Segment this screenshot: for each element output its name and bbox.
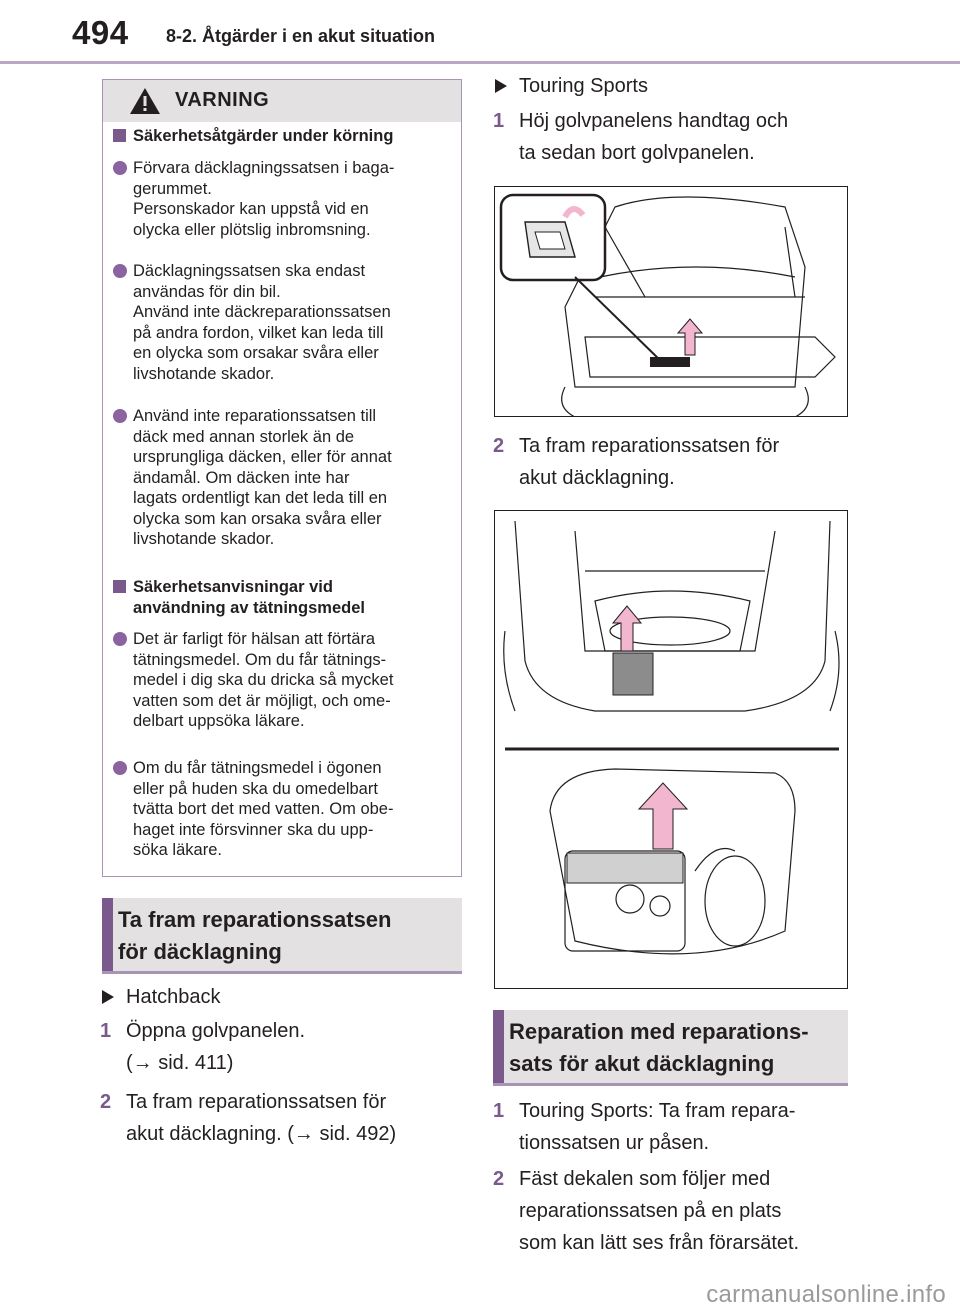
- warning-bullet: Förvara däcklagningssatsen i baga- gerummet. Personskador kan uppstå vid en olycka eller plötslig inbromsning.: [113, 158, 453, 240]
- triangle-right-icon: [102, 990, 114, 1004]
- header-rule: [0, 61, 960, 64]
- section-heading-retrieve-kit: Ta fram reparationssatsen för däcklagning: [102, 898, 462, 974]
- car-trunk-illustration: [495, 187, 848, 417]
- step-item: 1 Höj golvpanelens handtag och ta sedan bort golvpanelen.: [493, 110, 789, 164]
- figure-repair-kit: [494, 510, 848, 989]
- page-header: [0, 0, 960, 64]
- step-item: 2 Fäst dekalen som följer med reparationssatsen på en plats som kan lätt ses från förarsätet.: [493, 1168, 800, 1254]
- warning-bullet: Om du får tätningsmedel i ögonen eller på huden ska du omedelbart tvätta bort det med vatten. Om obe- haget inte försvinner ska du upp- söka läkare.: [113, 758, 453, 861]
- figure-floor-panel: [494, 186, 848, 417]
- subhead-touring-sports: Touring Sports: [495, 74, 648, 98]
- warning-heading: Säkerhetsåtgärder under körning: [113, 126, 453, 147]
- warning-icon: [129, 86, 161, 116]
- section-title: 8-2. Åtgärder i en akut situation: [166, 26, 436, 46]
- warning-title: VARNING: [175, 89, 270, 111]
- triangle-right-icon: [495, 79, 507, 93]
- repair-kit-illustration: [495, 511, 848, 989]
- warning-box: [102, 79, 462, 877]
- section-heading-repair: Reparation med reparations- sats för akut däcklagning: [493, 1010, 848, 1086]
- warning-bullet: Det är farligt för hälsan att förtära tätningsmedel. Om du får tätnings- medel i dig ska du dricka så mycket vatten som det är möjligt, och ome- delbart uppsöka läkare.: [113, 629, 453, 732]
- step-item: 2 Ta fram reparationssatsen för akut däcklagning.: [493, 435, 780, 489]
- warning-bullet: Däcklagningssatsen ska endast användas för din bil. Använd inte däckreparationssatsen på andra fordon, vilket kan leda till en olycka som orsakar svåra eller livshotande skador.: [113, 261, 453, 384]
- step-item: 2 Ta fram reparationssatsen för akut däcklagning. (→ sid. 492): [100, 1091, 397, 1145]
- arrow-up-icon: [639, 783, 687, 849]
- page-number: 494: [72, 14, 129, 51]
- warning-bullet: Använd inte reparationssatsen till däck med annan storlek än de ursprungliga däcken, eller för annat ändamål. Om däcken inte har lagats ordentligt kan det leda till en olycka som kan orsaka svåra eller livshotande skador.: [113, 406, 453, 550]
- step-item: 1 Touring Sports: Ta fram repara- tionssatsen ur påsen.: [493, 1100, 796, 1154]
- watermark: carmanualsonline.info: [706, 1281, 946, 1308]
- warning-heading: Säkerhetsanvisningar vid användning av tätningsmedel: [113, 577, 453, 618]
- arrow-up-icon: [613, 606, 641, 651]
- warning-header: [103, 80, 461, 122]
- step-item: 1 Öppna golvpanelen. (→ sid. 411): [100, 1020, 306, 1074]
- subhead-hatchback: Hatchback: [102, 985, 221, 1009]
